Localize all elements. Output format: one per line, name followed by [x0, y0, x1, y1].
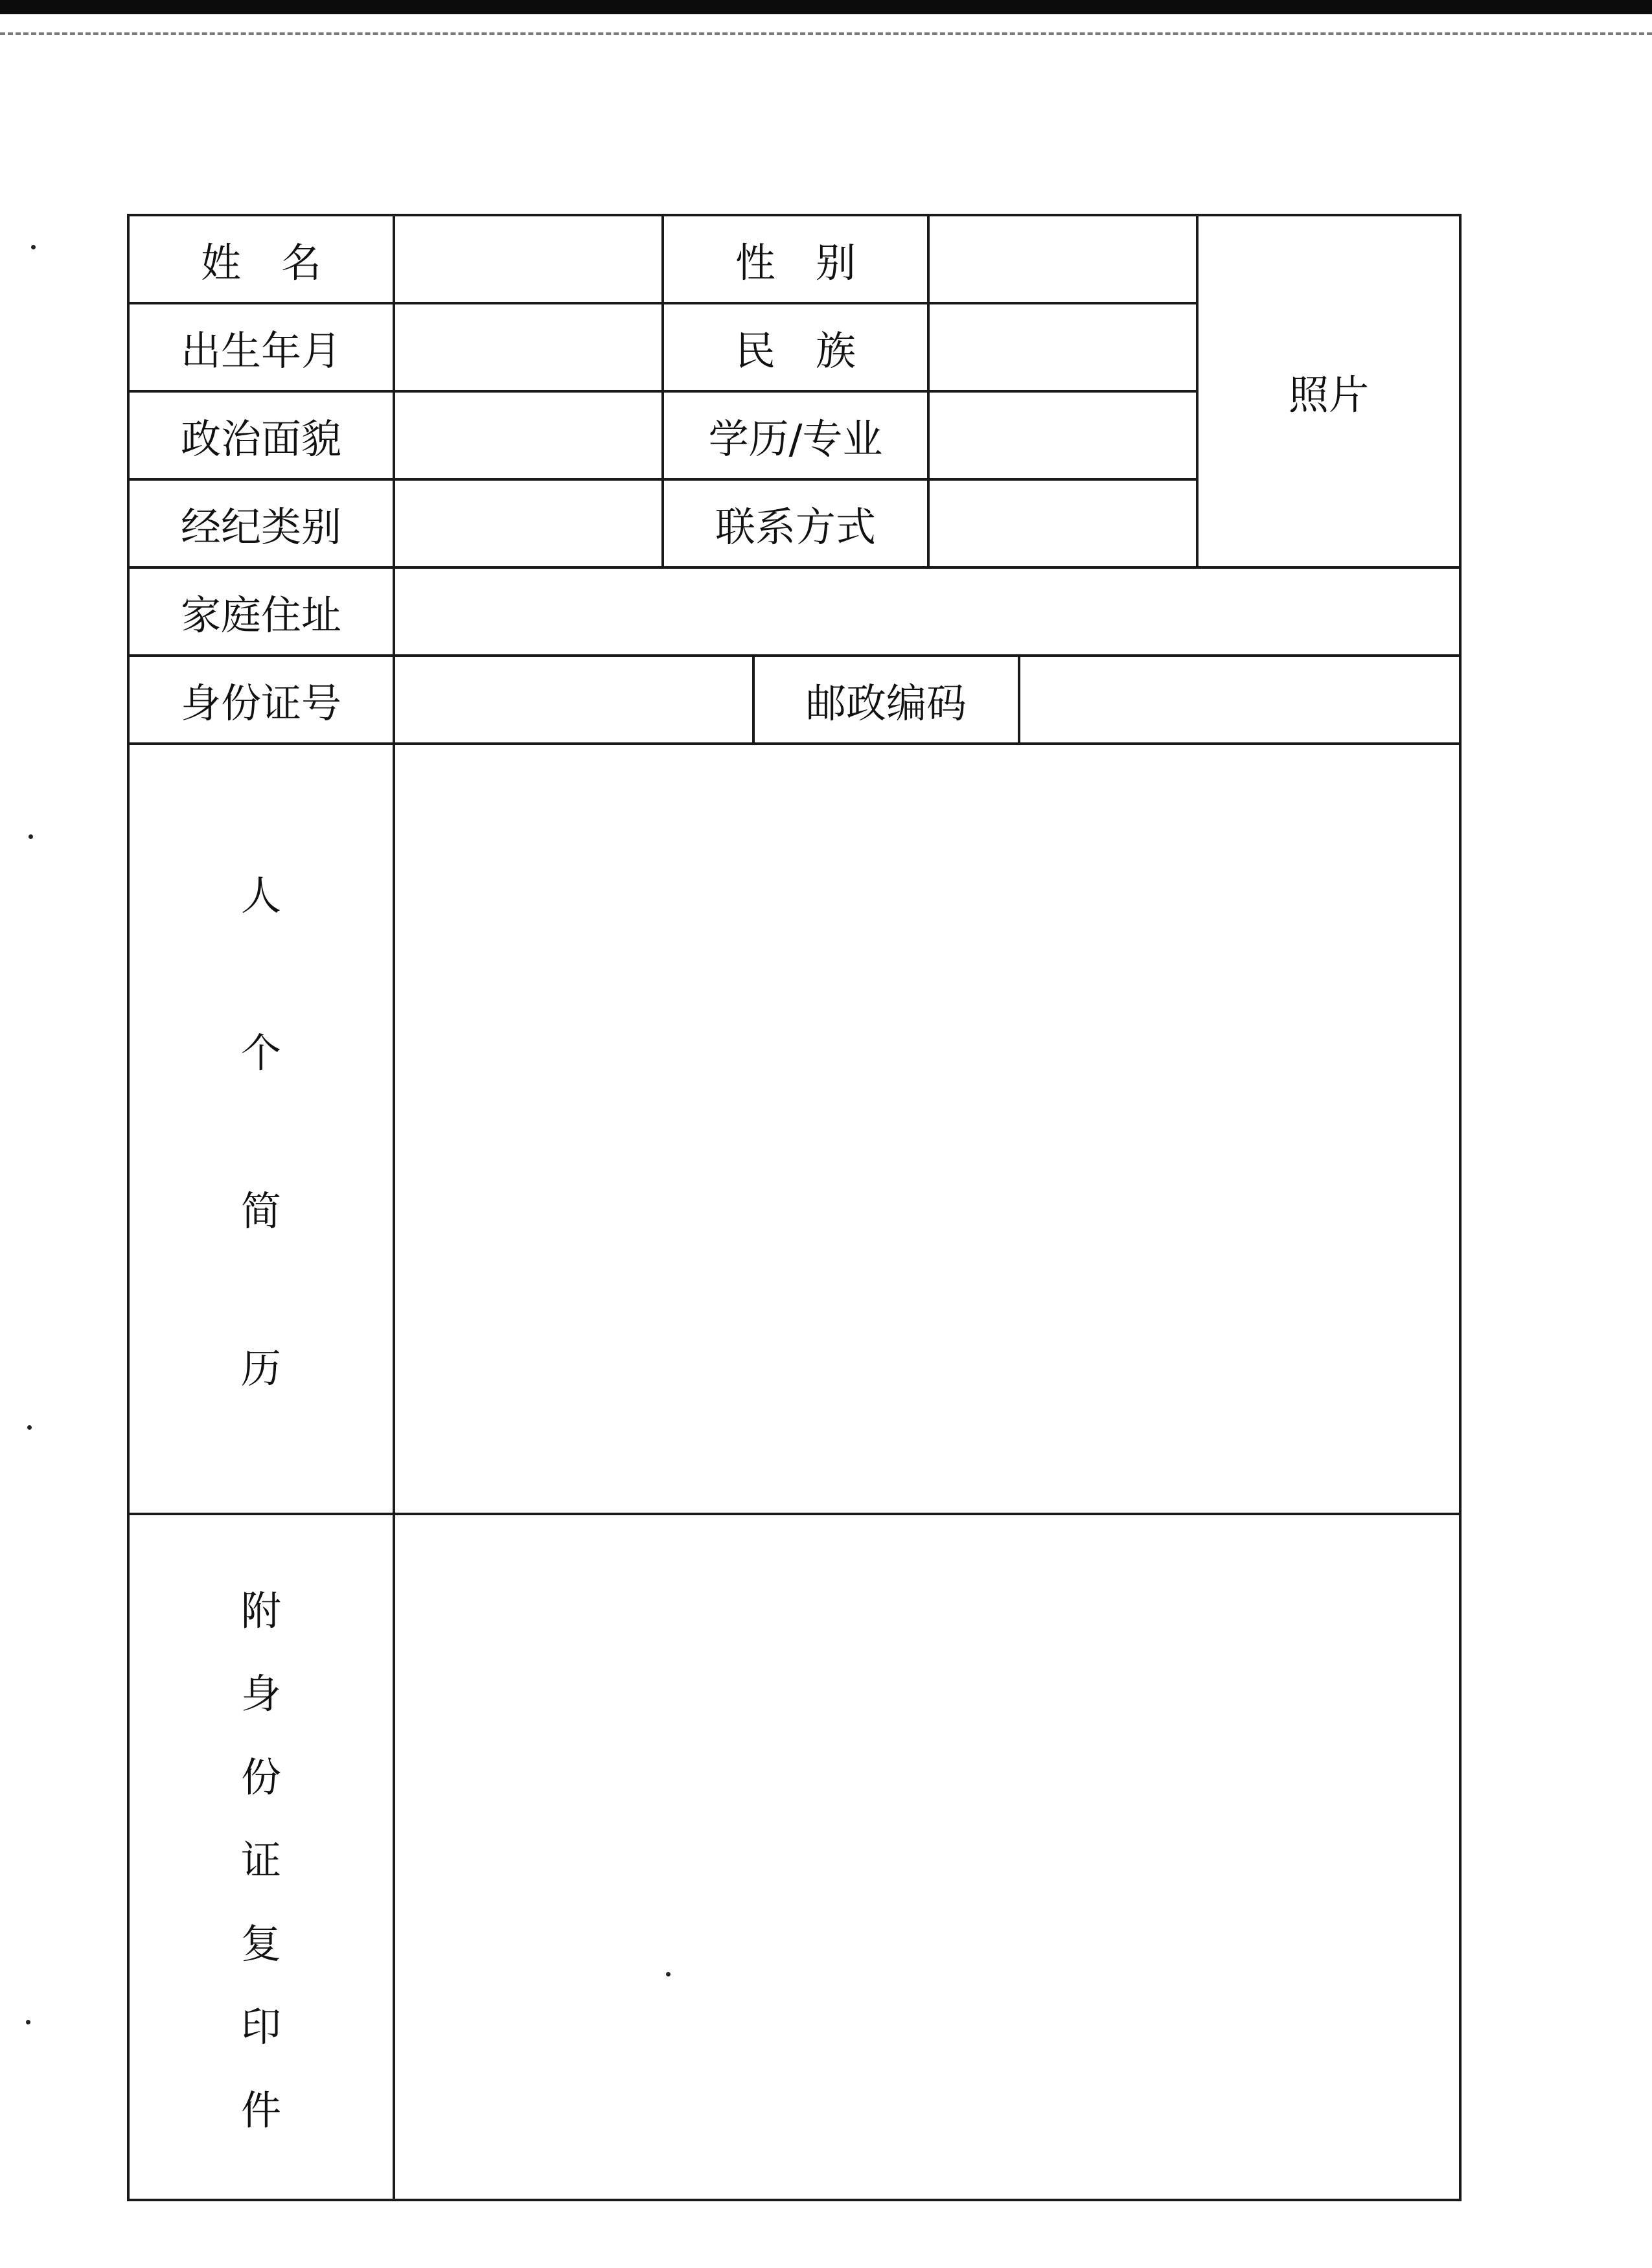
political-value-cell[interactable]: [394, 391, 663, 479]
id-number-value-cell[interactable]: [394, 656, 753, 744]
scan-dashed-line: [0, 32, 1652, 35]
scan-speck: [31, 245, 36, 249]
gender-label-cell: [663, 215, 928, 303]
scan-speck: [27, 1425, 32, 1430]
scan-speck: [29, 834, 33, 839]
id-copy-value-cell[interactable]: [394, 1514, 1460, 2200]
id-number-label-cell: [128, 656, 394, 744]
birth-label-cell: [128, 303, 394, 391]
education-value-cell[interactable]: [928, 391, 1197, 479]
political-label: 政治面貌: [180, 415, 341, 463]
broker-type-label-cell: [128, 479, 394, 567]
postcode-value-cell[interactable]: [1019, 656, 1460, 744]
form-row-address: [128, 567, 1460, 656]
resume-label-char: 人: [240, 871, 281, 919]
contact-value-cell[interactable]: [928, 479, 1197, 567]
broker-type-value-cell[interactable]: [394, 479, 663, 567]
resume-label-cell: [128, 744, 394, 1514]
resume-label-char: 个: [240, 1029, 281, 1077]
name-value-cell[interactable]: [394, 215, 663, 303]
photo-cell[interactable]: [1197, 215, 1460, 567]
photo-label: 照片: [1289, 371, 1370, 418]
id-copy-label-char: 印: [240, 2003, 281, 2050]
contact-label: 联系方式: [715, 503, 877, 551]
form-row-id-copy: [128, 1514, 1460, 2200]
address-value-cell[interactable]: [394, 567, 1460, 656]
birth-value-cell[interactable]: [394, 303, 663, 391]
id-copy-label-cell: [128, 1514, 394, 2200]
id-copy-label-char: 证: [240, 1837, 281, 1884]
address-label: 家庭住址: [180, 591, 341, 639]
gender-value-cell[interactable]: [928, 215, 1197, 303]
id-copy-label-char: 件: [240, 2086, 281, 2134]
form-row-name: [128, 215, 1460, 303]
resume-label-vertical: [130, 864, 393, 1395]
registration-form-table: [127, 214, 1462, 2201]
id-copy-label-char: 身: [240, 1670, 281, 1717]
scan-top-edge: [0, 0, 1652, 14]
scan-speck: [26, 2020, 30, 2024]
ethnicity-label-cell: [663, 303, 928, 391]
form-row-id-number: [128, 656, 1460, 744]
name-label: 姓 名: [200, 238, 321, 286]
id-number-label: 身份证号: [180, 679, 341, 727]
resume-value-cell[interactable]: [394, 744, 1460, 1514]
id-copy-label-char: 份: [240, 1753, 281, 1801]
postcode-label-cell: [753, 656, 1019, 744]
postcode-label: 邮政编码: [806, 679, 967, 727]
id-copy-label-vertical: [130, 1579, 393, 2136]
ethnicity-label: 民 族: [735, 326, 856, 374]
broker-type-label: 经纪类别: [180, 503, 341, 551]
ethnicity-value-cell[interactable]: [928, 303, 1197, 391]
birth-label: 出生年月: [180, 326, 341, 374]
name-label-cell: [128, 215, 394, 303]
id-copy-label-char: 附: [240, 1586, 281, 1634]
address-label-cell: [128, 567, 394, 656]
resume-label-char: 简: [240, 1187, 281, 1235]
form-row-resume: [128, 744, 1460, 1514]
contact-label-cell: [663, 479, 928, 567]
political-label-cell: [128, 391, 394, 479]
education-label: 学历/专业: [708, 415, 883, 463]
education-label-cell: [663, 391, 928, 479]
id-copy-label-char: 复: [240, 1919, 281, 1967]
resume-label-char: 历: [240, 1345, 281, 1393]
gender-label: 性 别: [735, 238, 856, 286]
